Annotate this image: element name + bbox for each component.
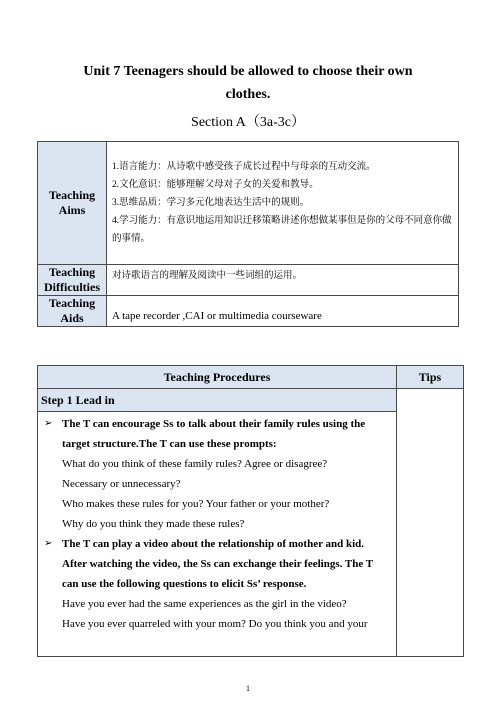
teaching-aims-label: Teaching Aims [38,142,107,265]
prompt-line: What do you think of these family rules? Agree or disagree? [62,458,328,470]
teaching-aids-label: Teaching Aids [38,296,107,327]
arrow-bullet-icon: ➢ [44,418,53,429]
aim-item: 1.语言能力：从诗歌中感受孩子成长过程中与母亲的互动交流。 [112,162,376,172]
aim-item: 2.文化意识：能够理解父母对子女的关爱和教导。 [112,180,319,190]
teaching-aims-table [37,141,459,327]
tips-header: Tips [397,366,464,389]
teaching-aids-content: A tape recorder ,CAI or multimedia courseware [107,296,459,327]
document-title-line2: clothes. [225,87,271,102]
teaching-difficulties-content: 对诗歌语言的理解及阅读中一些词组的运用。 [107,265,459,296]
teaching-difficulties-label: Teaching Difficulties [38,265,107,296]
tips-cell [397,389,464,657]
procedure-bullet: ➢ The T can play a video about the relationship of mother and kid. After watching the video, the Ss can exchange their feelings. The T can use the following questions to elicit Ss’ response. [44,534,390,594]
teaching-aims-content [107,142,459,265]
step1-title: Step 1 Lead in [38,389,397,412]
prompt-line: Who makes these rules for you? Your father or your mother? [62,498,330,510]
arrow-bullet-icon: ➢ [44,538,53,549]
prompt-line: Necessary or unnecessary? [62,478,181,490]
page-number: 1 [246,684,250,693]
prompt-line: Have you ever had the same experiences as the girl in the video? [62,598,347,610]
procedure-bullet: ➢ The T can encourage Ss to talk about their family rules using the target structure.The T can use these prompts: [44,414,390,454]
prompt-line: Why do you think they made these rules? [62,518,245,530]
prompt-line: Have you ever quarreled with your mom? Do you think you and your [62,618,368,630]
step1-body [38,412,397,657]
aim-item: 4.学习能力：有意识地运用知识迁移策略讲述你想做某事但是你的父母不同意你做的事情。 [112,216,452,244]
section-subtitle: Section A（3a-3c） [191,115,305,130]
teaching-procedures-table [37,365,464,657]
aim-item: 3.思维品质：学习多元化地表达生活中的规则。 [112,198,310,208]
procedures-header: Teaching Procedures [38,366,397,389]
document-title-line1: Unit 7 Teenagers should be allowed to choose their own [83,64,413,79]
